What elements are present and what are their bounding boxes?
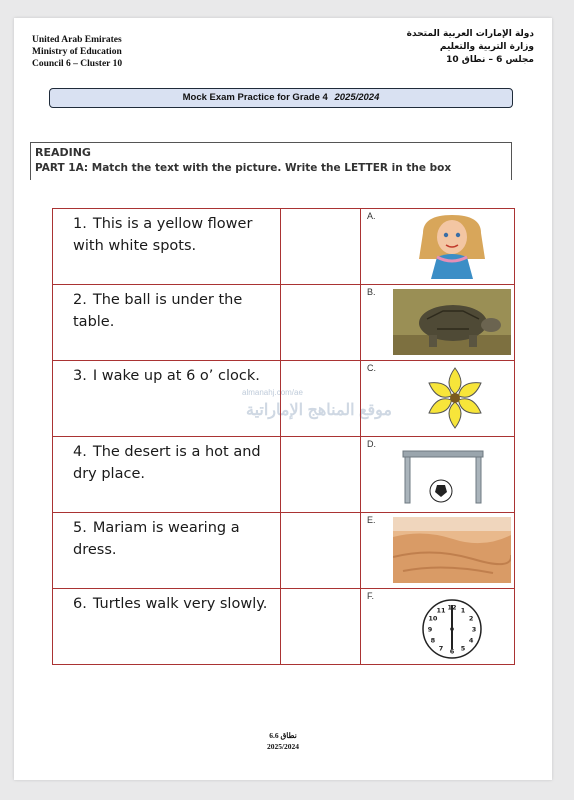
sentence-cell (53, 361, 281, 437)
clock-number: 2 (468, 614, 474, 623)
exam-title-banner (49, 88, 513, 108)
page-footer (14, 730, 552, 752)
table-row (53, 589, 515, 665)
item-number: 3. (73, 368, 87, 384)
item-number: 6. (73, 596, 87, 612)
section-instruction: PART 1A: Match the text with the picture. Write the LETTER in the box (35, 162, 452, 174)
header-ministry: Ministry of Education (32, 47, 122, 57)
table-row (53, 209, 515, 285)
clock-number: 4 (468, 636, 474, 645)
picture-cell (361, 589, 515, 665)
clock-number: 11 (436, 606, 446, 615)
item-number: 2. (73, 292, 87, 308)
picture-cell (361, 285, 515, 361)
answer-box[interactable] (281, 209, 361, 285)
table-row (53, 361, 515, 437)
clock-number: 8 (430, 636, 436, 645)
section-heading (30, 142, 512, 180)
table-row (53, 285, 515, 361)
clock-picture (393, 593, 511, 659)
clock-number: 9 (427, 625, 433, 634)
item-number: 5. (73, 520, 87, 536)
girl-picture (393, 213, 511, 279)
picture-letter: C. (367, 363, 376, 373)
clock-number: 10 (428, 614, 438, 623)
header-council-ar: مجلس 6 – نطاق 10 (446, 55, 534, 65)
answer-box[interactable] (281, 361, 361, 437)
answer-box[interactable] (281, 513, 361, 589)
sentence-cell (53, 437, 281, 513)
picture-cell (361, 437, 515, 513)
desert-picture (393, 517, 511, 583)
item-text: The desert is a hot and dry place. (73, 444, 261, 482)
footer-page-code: نطاق 6.6 (269, 731, 297, 740)
header-council: Council 6 – Cluster 10 (32, 59, 123, 69)
answer-box[interactable] (281, 437, 361, 513)
item-text: I wake up at 6 o’ clock. (92, 368, 260, 384)
watermark-arabic: موقع المناهج الإماراتية (246, 402, 392, 419)
matching-table (52, 208, 515, 665)
clock-number: 6 (449, 647, 455, 656)
sentence-cell (53, 513, 281, 589)
sentence-cell (53, 209, 281, 285)
exam-title: Mock Exam Practice for Grade 4 (182, 92, 328, 103)
clock-number: 7 (438, 644, 444, 653)
section-title: READING (35, 146, 91, 159)
exam-page (14, 18, 552, 780)
picture-cell (361, 361, 515, 437)
answer-box[interactable] (281, 589, 361, 665)
header-left (32, 34, 122, 70)
turtle-picture (393, 289, 511, 355)
header-right-arabic (407, 28, 534, 67)
clock-number: 1 (460, 606, 466, 615)
footer-year: 2025/2024 (266, 742, 300, 751)
picture-letter: D. (367, 439, 376, 449)
item-number: 4. (73, 444, 87, 460)
sentence-cell (53, 589, 281, 665)
item-number: 1. (73, 216, 87, 232)
watermark-url: almanahj.com/ae (242, 388, 303, 397)
item-text: This is a yellow flower with white spots. (73, 216, 253, 254)
picture-letter: A. (367, 211, 376, 221)
header-ministry-ar: وزارة التربية والتعليم (439, 42, 534, 52)
clock-number: 5 (460, 644, 466, 653)
item-text: The ball is under the table. (73, 292, 243, 330)
header-country: United Arab Emirates (32, 35, 122, 45)
answer-box[interactable] (281, 285, 361, 361)
picture-letter: F. (367, 591, 375, 601)
table-row (53, 513, 515, 589)
header-country-ar: دولة الإمارات العربية المتحدة (406, 29, 534, 39)
item-text: Turtles walk very slowly. (92, 596, 268, 612)
flower-picture (393, 365, 511, 431)
item-text: Mariam is wearing a dress. (73, 520, 240, 558)
picture-letter: E. (367, 515, 376, 525)
exam-year: 2025/2024 (334, 92, 380, 103)
ball-under-table-picture (393, 441, 511, 507)
sentence-cell (53, 285, 281, 361)
table-row (53, 437, 515, 513)
clock-number: 3 (471, 625, 477, 634)
picture-cell (361, 513, 515, 589)
clock-number: 12 (447, 603, 457, 612)
picture-cell (361, 209, 515, 285)
picture-letter: B. (367, 287, 376, 297)
